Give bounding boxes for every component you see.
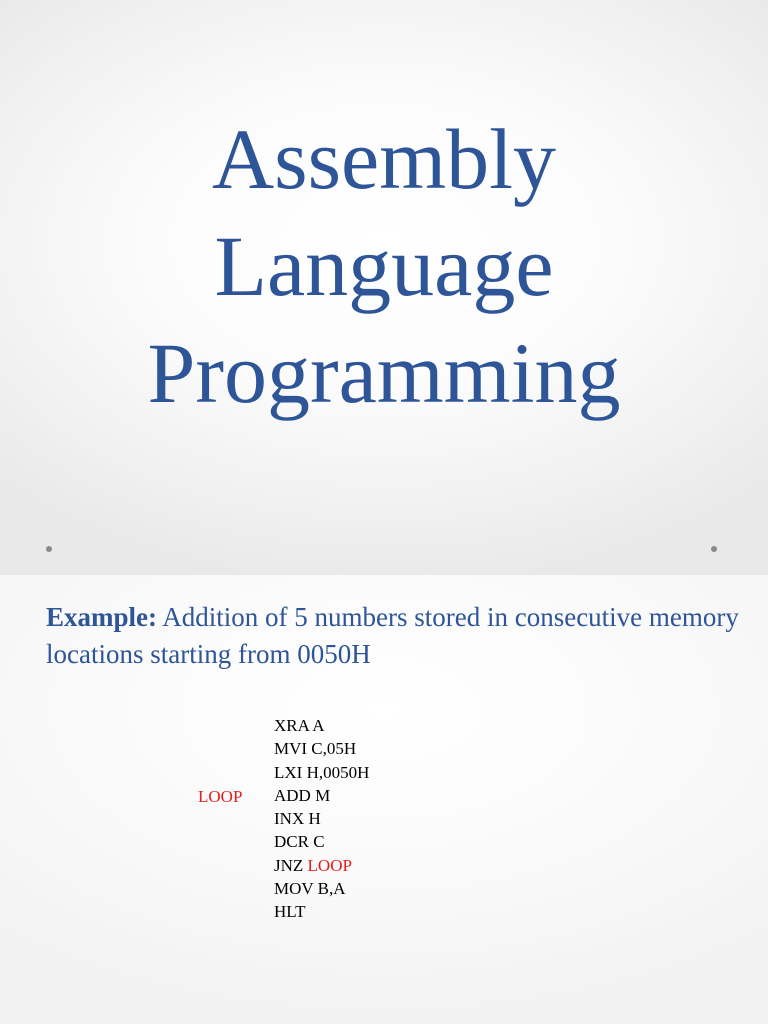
code-line-jnz — [274, 854, 369, 877]
title-line-2: Language — [214, 218, 554, 314]
code-line: MVI C,05H — [274, 739, 357, 759]
jnz-target-label: LOOP — [307, 855, 352, 875]
title-line-1: Assembly — [212, 111, 556, 207]
example-description — [46, 599, 746, 673]
slide-title — [0, 106, 768, 427]
code-line: DCR C — [274, 832, 325, 852]
title-line-3: Programming — [147, 325, 621, 421]
assembly-code-listing — [274, 714, 369, 924]
slide-corner-dot-right — [711, 546, 717, 552]
code-line: ADD M — [274, 785, 331, 805]
loop-label: LOOP — [198, 787, 243, 806]
code-line: HLT — [274, 902, 306, 922]
code-line: XRA A — [274, 716, 325, 735]
example-label: Example: — [46, 602, 157, 632]
jnz-instruction: JNZ — [274, 855, 308, 875]
example-text: Addition of 5 numbers stored in consecutive memory locations starting from 0050H — [46, 602, 739, 669]
code-line: MOV B,A — [274, 879, 346, 899]
slide-corner-dot-left — [46, 546, 52, 552]
code-line: LXI H,0050H — [274, 762, 370, 782]
code-line: INX H — [274, 809, 321, 829]
